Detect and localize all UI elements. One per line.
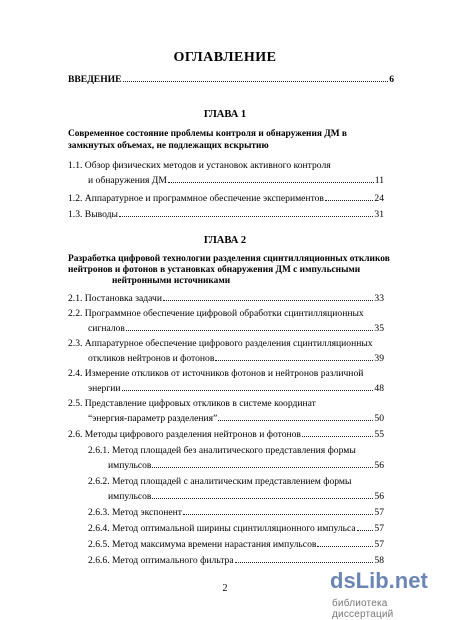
toc-entry-1-1[interactable]: [88, 174, 384, 187]
watermark: [330, 568, 448, 620]
toc-entry-label: и обнаружения ДМ: [88, 175, 167, 186]
dot-leader: [317, 538, 373, 547]
toc-entry-label: 2.6. Методы цифрового разделения нейтронов и фотонов: [68, 429, 301, 440]
toc-page-number: 58: [374, 555, 384, 566]
toc-entry-1-3[interactable]: [68, 208, 384, 221]
toc-entry-2-6-5[interactable]: [88, 538, 384, 551]
toc-entry-2-4-line-1[interactable]: 2.4. Измерение откликов от источников фотонов и нейтронов различной: [68, 368, 364, 379]
watermark-subtitle: библиотека диссертаций: [332, 598, 394, 620]
toc-entry-2-3[interactable]: [88, 352, 384, 365]
toc-entry-label: энергии: [88, 383, 121, 394]
toc-entry-label: 1.3. Выводы: [68, 209, 118, 220]
toc-entry-label: 2.6.5. Метод максимума времени нарастания импульсов: [88, 539, 317, 550]
toc-entry-2-6[interactable]: [68, 428, 384, 441]
dot-leader: [357, 522, 374, 531]
dot-leader: [122, 382, 374, 391]
toc-entry-label: 1.2. Аппаратурное и программное обеспечение экспериментов: [68, 193, 324, 204]
toc-entry-2-5[interactable]: [88, 412, 384, 425]
dot-leader: [152, 459, 373, 468]
toc-page-number: 31: [374, 209, 384, 220]
chapter-2-heading: ГЛАВА 2: [203, 235, 247, 246]
dot-leader: [123, 73, 389, 82]
toc-entry-label: 2.6.4. Метод оптимальной ширины сцинтилляционного импульса: [88, 523, 356, 534]
toc-entry-2-4[interactable]: [88, 382, 384, 395]
toc-page-number: 56: [374, 460, 384, 471]
toc-entry-label: 2.1. Постановка задачи: [68, 293, 162, 304]
page-number: 2: [222, 583, 228, 594]
toc-entry-label: откликов нейтронов и фотонов: [88, 353, 215, 364]
toc-page-number: 33: [374, 293, 384, 304]
toc-page-number: 50: [374, 413, 384, 424]
dot-leader: [183, 506, 373, 515]
chapter-1-heading: ГЛАВА 1: [203, 109, 247, 120]
toc-entry-1-2[interactable]: [68, 192, 384, 205]
toc-entry-intro[interactable]: [68, 73, 394, 86]
dot-leader: [119, 208, 373, 217]
toc-entry-label: ВВЕДЕНИЕ: [68, 74, 122, 85]
toc-entry-label: импульсов: [108, 460, 152, 471]
toc-entry-1-1-line-1[interactable]: 1.1. Обзор физических методов и установок активного контроля: [68, 160, 331, 171]
toc-entry-2-5-line-1[interactable]: 2.5. Представление цифровых откликов в системе координат: [68, 398, 316, 409]
toc-entry-2-1[interactable]: [68, 292, 384, 305]
toc-page-number: 11: [374, 175, 384, 186]
dot-leader: [302, 428, 373, 437]
chapter-2-subtitle-line-1: Разработка цифровой технологии разделения сцинтилляционных откликов: [68, 254, 390, 264]
toc-page-number: 57: [374, 539, 384, 550]
toc-entry-2-2[interactable]: [88, 322, 384, 335]
toc-page-number: 55: [374, 429, 384, 440]
toc-page-number: 35: [374, 323, 384, 334]
chapter-1-subtitle-line-1: Современное состояние проблемы контроля и обнаружения ДМ в: [68, 129, 347, 139]
toc-entry-2-2-line-1[interactable]: 2.2. Программное обеспечение цифровой обработки сцинтилляционных: [68, 308, 364, 319]
dot-leader: [215, 352, 373, 361]
dot-leader: [163, 292, 373, 301]
chapter-1-subtitle-line-2: замкнутых объемах, не подлежащих вскрытию: [68, 141, 269, 151]
toc-page-number: 56: [374, 491, 384, 502]
toc-entry-2-6-1[interactable]: [108, 459, 384, 472]
dot-leader: [126, 322, 373, 331]
toc-entry-2-3-line-1[interactable]: 2.3. Аппаратурное обеспечение цифрового разделения сцинтилляционных: [68, 338, 373, 349]
toc-entry-2-6-3[interactable]: [88, 506, 384, 519]
toc-page-number: 48: [374, 383, 384, 394]
chapter-2-subtitle-line-2: нейтронов и фотонов в установках обнаружения ДМ с импульсными: [68, 265, 361, 275]
toc-entry-2-6-6[interactable]: [88, 554, 384, 567]
toc-page-number: 39: [374, 353, 384, 364]
toc-entry-label: “энергия-параметр разделения”: [88, 413, 218, 424]
dot-leader: [218, 412, 373, 421]
toc-entry-label: 2.6.6. Метод оптимального фильтра: [88, 555, 234, 566]
toc-entry-label: 2.6.3. Метод экспонент: [88, 507, 182, 518]
toc-entry-label: импульсов: [108, 491, 152, 502]
toc-entry-label: сигналов: [88, 323, 125, 334]
toc-entry-2-6-4[interactable]: [88, 522, 384, 535]
toc-entry-2-6-1-line-1[interactable]: 2.6.1. Метод площадей без аналитического представления формы: [88, 445, 356, 456]
dot-leader: [152, 490, 373, 499]
page-title: ОГЛАВЛЕНИЕ: [173, 50, 277, 65]
dot-leader: [235, 554, 374, 563]
toc-entry-2-6-2[interactable]: [108, 490, 384, 503]
toc-page-number: 57: [374, 507, 384, 518]
watermark-logo: dsLib.net: [330, 568, 428, 593]
toc-page-number: 57: [374, 523, 384, 534]
chapter-2-subtitle-line-3: нейтронными источниками: [112, 276, 231, 286]
toc-page-number: 6: [389, 74, 394, 85]
toc-page-number: 24: [374, 193, 384, 204]
dot-leader: [325, 192, 373, 201]
dot-leader: [168, 174, 374, 183]
toc-entry-2-6-2-line-1[interactable]: 2.6.2. Метод площадей с аналитическим представлением формы: [88, 476, 352, 487]
